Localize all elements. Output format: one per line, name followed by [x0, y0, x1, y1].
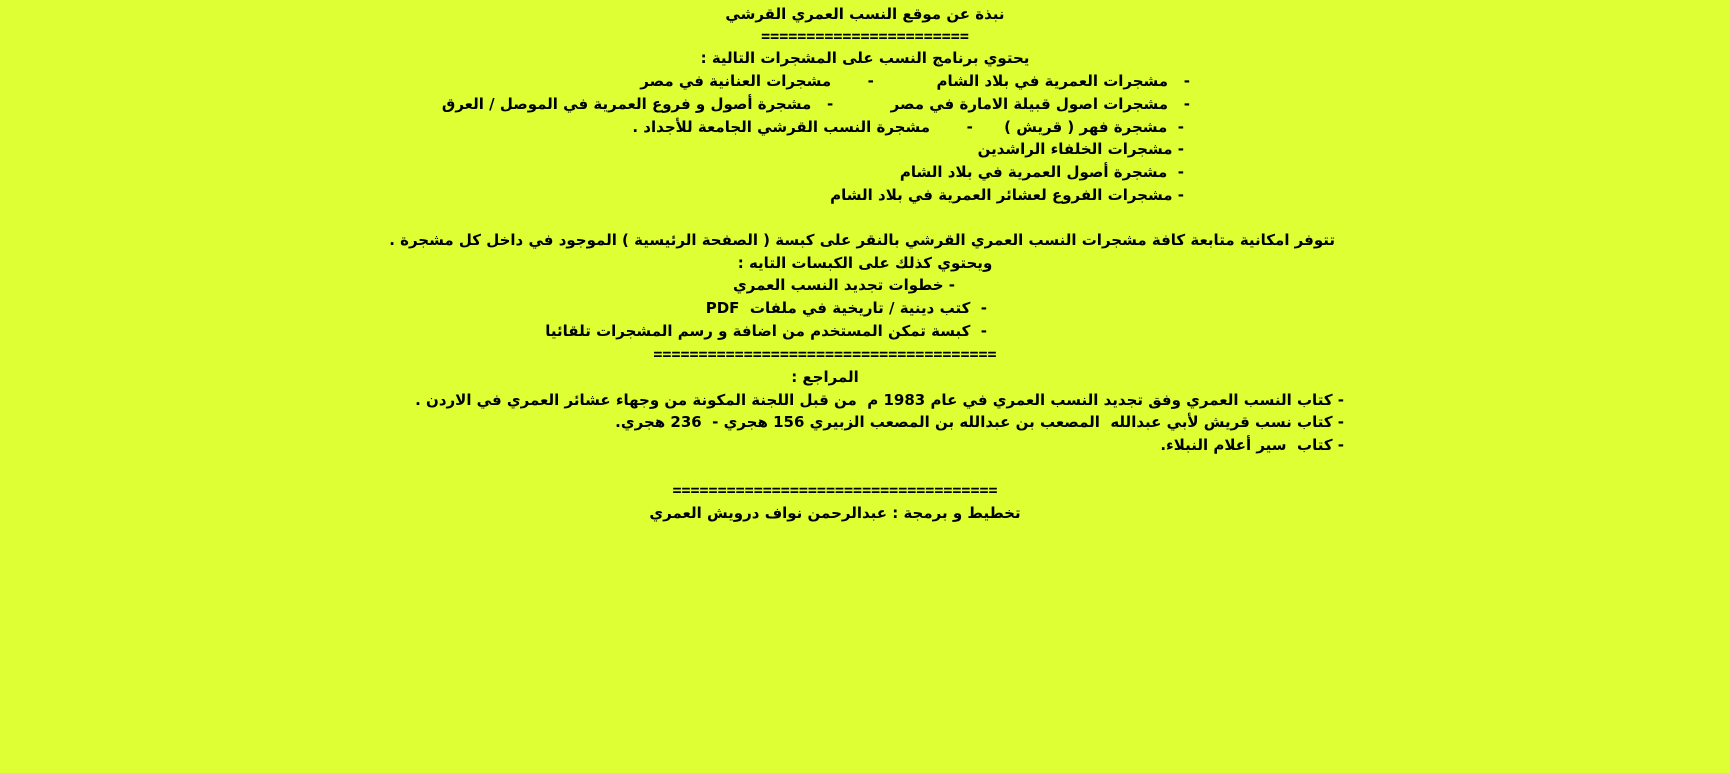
reference-item-1: - كتاب النسب العمري وفق تجديد النسب العمري في عام 1983 م من قبل اللجنة المكونة من وجهاء عشائر العمري في الاردن . [415, 391, 1344, 409]
intro-item-5: - مشجرة أصول العمرية في بلاد الشام [899, 163, 1184, 181]
footer-separator: ==================================== [672, 481, 998, 499]
title-separator: ======================= [761, 27, 969, 45]
intro-item-2: - مشجرات اصول قبيلة الامارة في مصر - مشجرة أصول و فروع العمرية في الموصل / العرق [441, 95, 1190, 113]
intro-item-4: - مشجرات الخلفاء الراشدين [977, 140, 1184, 158]
intro-item-3: - مشجرة فهر ( قريش ) - مشجرة النسب القرشي الجامعة للأجداد . [632, 118, 1184, 136]
button-item-2: - كتب دينية / تاريخية في ملفات PDF [705, 299, 987, 317]
reference-item-3: - كتاب سير أعلام النبلاء. [1160, 436, 1344, 454]
buttons-heading: ويحتوي كذلك على الكبسات التايه : [737, 254, 993, 272]
intro-item-6: - مشجرات الفروع لعشائر العمرية في بلاد الشام [830, 186, 1184, 204]
intro-heading: يحتوي برنامج النسب على المشجرات التالية : [700, 49, 1030, 67]
availability-text: تتوفر امكانية متابعة كافة مشجرات النسب العمري القرشي بالنقر على كبسة ( الصفحة الرئيسية ) الموجود في داخل كل مشجرة . [389, 231, 1335, 249]
references-heading: المراجع : [791, 368, 859, 386]
footer-credit: تخطيط و برمجة : عبدالرحمن نواف درويش العمري [649, 504, 1021, 522]
button-item-1: - خطوات تجديد النسب العمري [733, 276, 955, 294]
features-separator: ====================================== [653, 345, 997, 363]
intro-item-1: - مشجرات العمرية في بلاد الشام - مشجرات العنانية في مصر [640, 72, 1190, 90]
button-item-3: - كبسة تمكن المستخدم من اضافة و رسم المشجرات تلقائيا [545, 322, 987, 340]
page-title: نبذة عن موقع النسب العمري القرشي [725, 5, 1005, 23]
reference-item-2: - كتاب نسب قريش لأبي عبدالله المصعب بن عبدالله بن المصعب الزبيري 156 هجري - 236 هجري. [615, 413, 1344, 431]
